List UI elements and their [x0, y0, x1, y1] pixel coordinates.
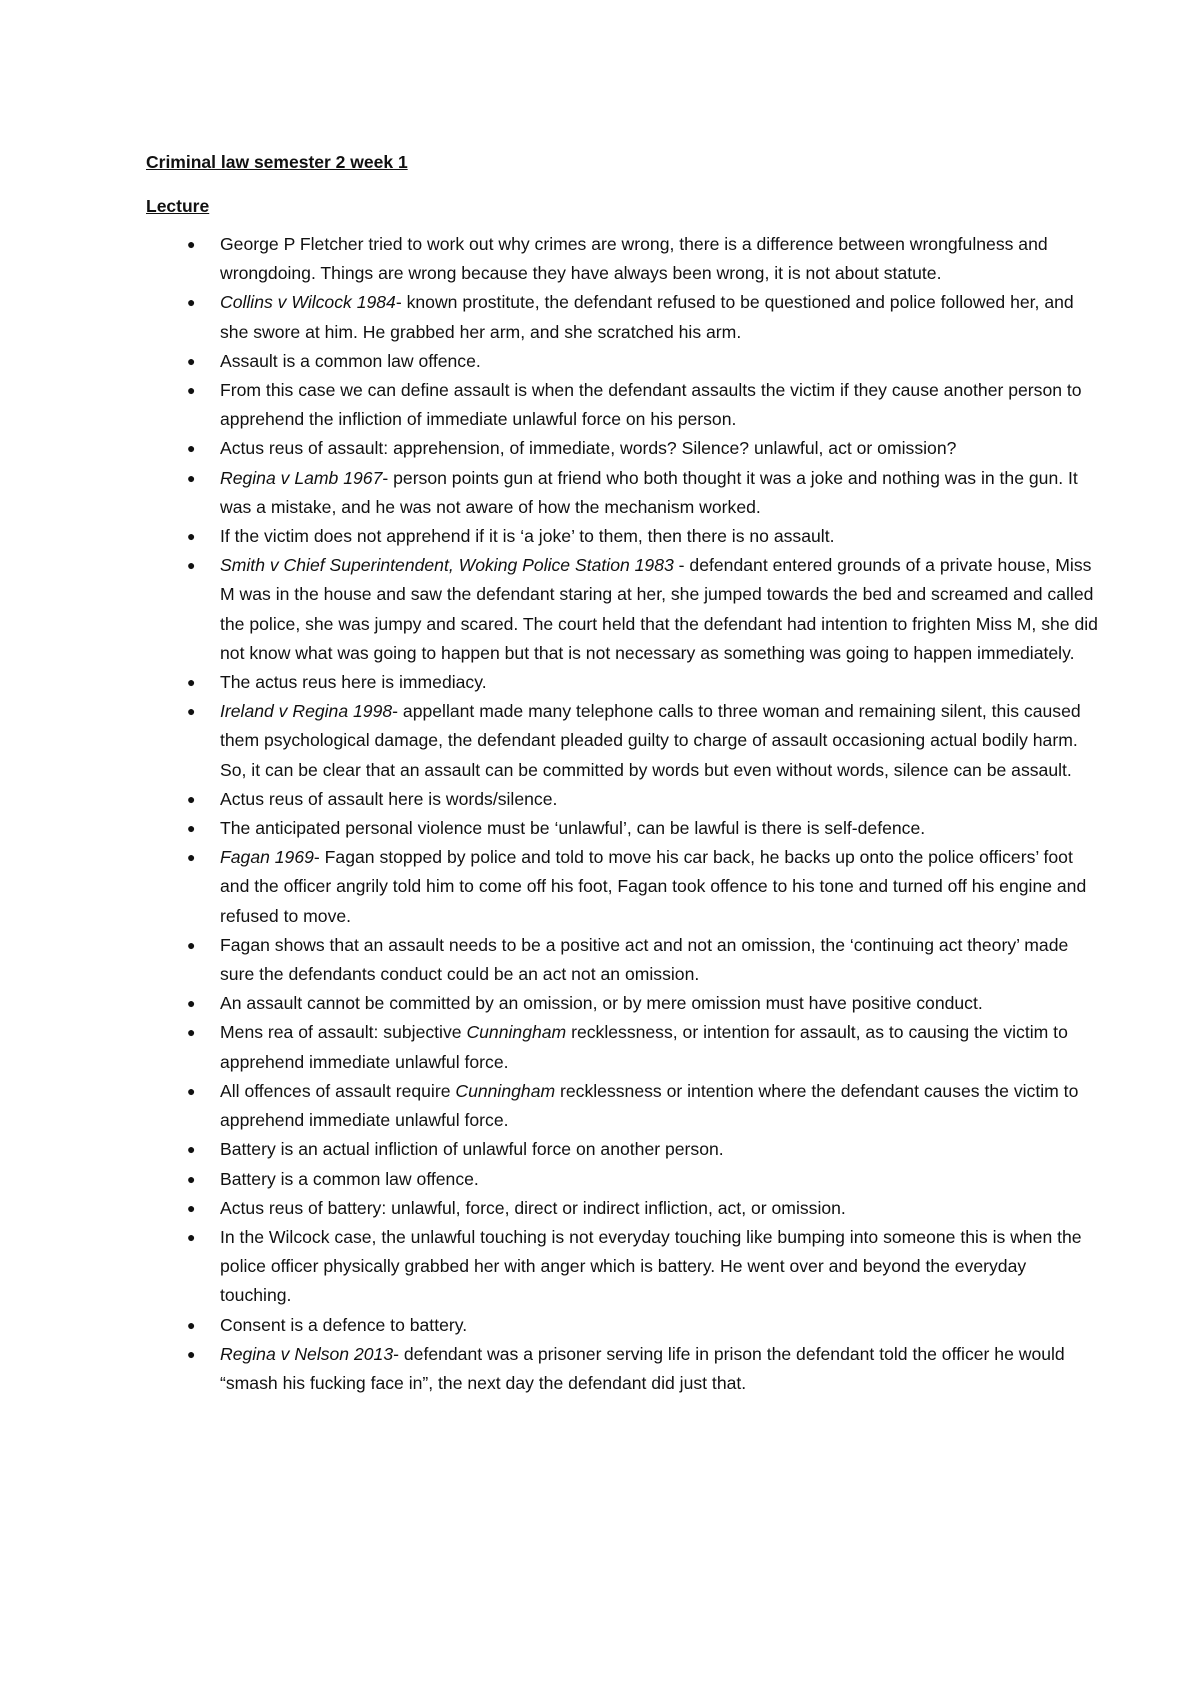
bullet-icon: ●: [187, 703, 196, 720]
list-item: [146, 288, 1100, 346]
note-text: - defendant was a prisoner serving life in prison the defendant told the officer he would “smash his fucking face in”, the next day the defendant did just that.: [220, 1343, 1065, 1393]
note-text: Battery is an actual infliction of unlawful force on another person.: [220, 1139, 724, 1160]
document-title: Criminal law semester 2 week 1: [146, 152, 408, 172]
note-text: The actus reus here is immediacy.: [220, 672, 487, 693]
case-name: Regina v Nelson 2013: [220, 1343, 394, 1364]
note-text: George P Fletcher tried to work out why crimes are wrong, there is a difference between wrongfulness and wrongdoing. Things are wrong because they have always been wrong, it is not about statute.: [220, 234, 1048, 284]
note-text: - appellant made many telephone calls to three woman and remaining silent, this caused them psychological damage, the defendant pleaded guilty to charge of assault occasioning actual bodily harm. So, it can be clear that an assault can be committed by words but even without words, silence can be assault.: [220, 701, 1081, 780]
list-item: [146, 434, 1100, 463]
note-text: The anticipated personal violence must be ‘unlawful’, can be lawful is there is self-defence.: [220, 818, 926, 839]
bullet-icon: ●: [187, 995, 196, 1012]
bullet-icon: ●: [187, 1345, 196, 1362]
bullet-icon: ●: [187, 352, 196, 369]
list-item: [146, 1135, 1100, 1164]
bullet-icon: ●: [187, 1170, 196, 1187]
note-text: - Fagan stopped by police and told to move his car back, he backs up onto the police officers’ foot and the officer angrily told him to come off his foot, Fagan took offence to his tone and turned off his engine and refused to move.: [220, 847, 1087, 926]
note-text-end: recklessness or intention where the defendant causes the victim to apprehend immediate unlawful force.: [220, 1080, 1079, 1131]
list-item: [146, 522, 1100, 551]
list-item: [146, 1077, 1100, 1135]
bullet-icon: ●: [187, 1228, 196, 1245]
lecture-notes-list: [146, 230, 1100, 1398]
bullet-icon: ●: [187, 469, 196, 486]
note-text-end: recklessness, or intention for assault, as to causing the victim to apprehend immediate unlawful force.: [220, 1022, 1068, 1072]
bullet-icon: ●: [187, 1024, 196, 1041]
note-text: Actus reus of assault here is words/silence.: [220, 788, 558, 809]
bullet-icon: ●: [187, 936, 196, 953]
list-item: [146, 1311, 1100, 1340]
bullet-icon: ●: [187, 528, 196, 545]
case-name: Smith v Chief Superintendent, Woking Police Station 1983: [220, 555, 674, 576]
list-item: [146, 464, 1100, 522]
bullet-icon: ●: [187, 790, 196, 807]
list-item: [146, 1340, 1100, 1398]
list-item: [146, 551, 1100, 668]
note-text: - known prostitute, the defendant refused to be questioned and police followed her, and she swore at him. He grabbed her arm, and she scratched his arm.: [220, 292, 1074, 342]
note-text-start: All offences of assault require: [220, 1080, 456, 1101]
case-name: Fagan 1969: [220, 847, 314, 868]
bullet-icon: ●: [187, 382, 196, 399]
note-text: If the victim does not apprehend if it is ‘a joke’ to them, then there is no assault.: [220, 526, 835, 547]
list-item: [146, 931, 1100, 989]
note-text: Consent is a defence to battery.: [220, 1314, 468, 1335]
bullet-icon: ●: [187, 674, 196, 691]
list-item: [146, 843, 1100, 931]
case-name: Collins v Wilcock 1984: [220, 292, 396, 313]
section-heading-lecture: Lecture: [146, 196, 210, 216]
bullet-icon: ●: [187, 1141, 196, 1158]
list-item: [146, 1018, 1100, 1076]
note-text: An assault cannot be committed by an omission, or by mere omission must have positive conduct.: [220, 993, 983, 1014]
bullet-icon: ●: [187, 557, 196, 574]
list-item: [146, 230, 1100, 288]
note-text: Assault is a common law offence.: [220, 350, 481, 371]
list-item: [146, 785, 1100, 814]
note-text: Actus reus of assault: apprehension, of immediate, words? Silence? unlawful, act or omission?: [220, 438, 957, 459]
note-text: From this case we can define assault is when the defendant assaults the victim if they cause another person to apprehend the infliction of immediate unlawful force on his person.: [220, 380, 1082, 430]
list-item: [146, 1165, 1100, 1194]
list-item: [146, 1194, 1100, 1223]
list-item: [146, 376, 1100, 434]
case-name: Ireland v Regina 1998: [220, 701, 393, 722]
note-text: In the Wilcock case, the unlawful touching is not everyday touching like bumping into someone this is when the police officer physically grabbed her with anger which is battery. He went over and beyond the everyday touching.: [220, 1226, 1082, 1306]
list-item: [146, 697, 1100, 785]
bullet-icon: ●: [187, 1199, 196, 1216]
note-text: Battery is a common law offence.: [220, 1168, 479, 1189]
list-item: [146, 989, 1100, 1018]
bullet-icon: ●: [187, 1082, 196, 1099]
note-text: - person points gun at friend who both thought it was a joke and nothing was in the gun. It was a mistake, and he was not aware of how the mechanism worked.: [220, 467, 1078, 517]
note-text-start: Mens rea of assault: subjective: [220, 1022, 467, 1043]
list-item: [146, 1223, 1100, 1311]
list-item: [146, 347, 1100, 376]
list-item: [146, 814, 1100, 843]
note-text: Actus reus of battery: unlawful, force, direct or indirect infliction, act, or omission.: [220, 1197, 846, 1218]
case-name: Cunningham: [466, 1022, 567, 1043]
bullet-icon: ●: [187, 440, 196, 457]
note-text: Fagan shows that an assault needs to be a positive act and not an omission, the ‘continuing act theory’ made sure the defendants conduct could be an act not an omission.: [220, 934, 1069, 985]
case-name: Cunningham: [455, 1080, 556, 1101]
bullet-icon: ●: [187, 820, 196, 837]
case-name: Regina v Lamb 1967: [220, 467, 383, 488]
list-item: [146, 668, 1100, 697]
bullet-icon: ●: [187, 294, 196, 311]
bullet-icon: ●: [187, 849, 196, 866]
note-text: - defendant entered grounds of a private house, Miss M was in the house and saw the defendant staring at her, she jumped towards the bed and screamed and called the police, she was jumpy and scared. The court held that the defendant had intention to frighten Miss M, she did not know what was going to happen but that is not necessary as something was going to happen immediately.: [220, 555, 1098, 663]
bullet-icon: ●: [187, 1316, 196, 1333]
bullet-icon: ●: [187, 236, 196, 252]
